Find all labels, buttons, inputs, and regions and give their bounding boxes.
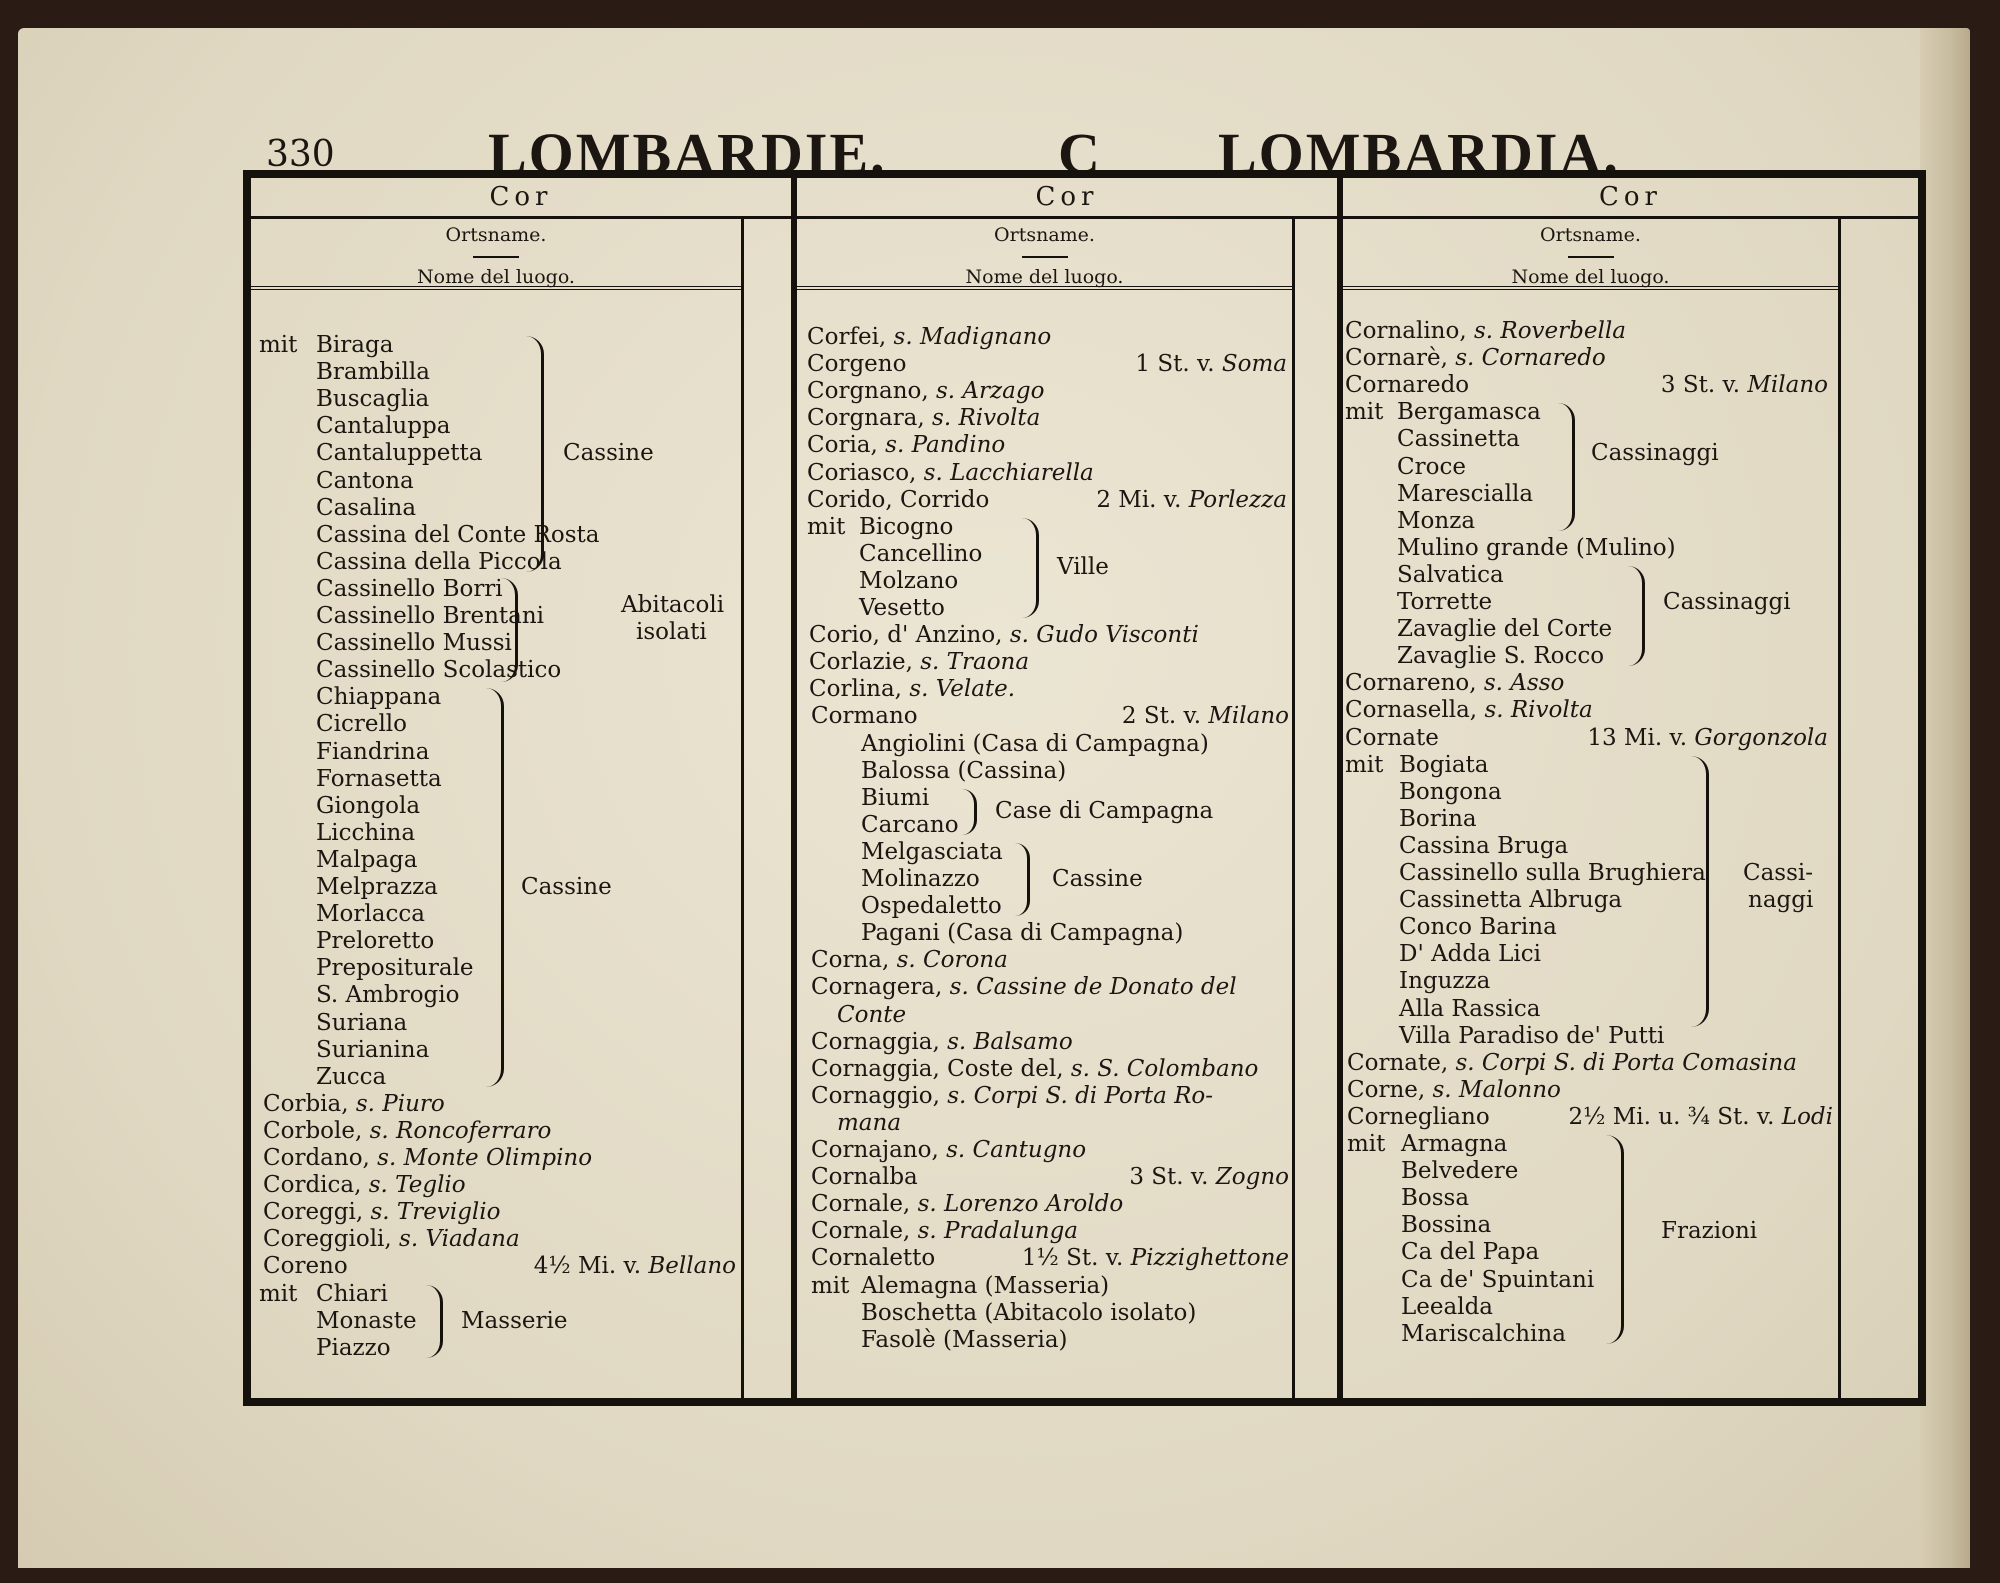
parish-ref: s. Balsamo: [947, 1028, 1073, 1055]
entry-row: [837, 1002, 906, 1029]
mit-label: mit: [1347, 1131, 1386, 1157]
sub-place: Cantaluppa: [316, 413, 451, 440]
entry-row: [811, 1245, 935, 1272]
parish-ref: s. Traona: [920, 649, 1030, 676]
parish-ref: s. Asso: [1483, 670, 1565, 697]
distance-place: Lodi: [1781, 1103, 1833, 1130]
sub-place: S. Ambrogio: [316, 982, 460, 1009]
subhead-italian: Nome del luogo.: [965, 266, 1124, 288]
sub-place: Fornasetta: [316, 765, 442, 792]
distance-note: [1661, 372, 1828, 398]
group-label: Cassine: [521, 874, 612, 900]
sub-place: Croce: [1397, 453, 1466, 480]
sub-place: Fasolè (Masseria): [861, 1326, 1068, 1353]
place-name: Corgeno: [807, 351, 907, 378]
entry-row: [1347, 1077, 1561, 1104]
distance-note: [1568, 1104, 1833, 1130]
sub-place: Marescialla: [1397, 480, 1534, 507]
sub-place: Angiolini (Casa di Campagna): [861, 730, 1209, 757]
parish-ref: mana: [837, 1109, 902, 1136]
distance-place: Soma: [1221, 351, 1287, 378]
parish-ref: s. Lorenzo Aroldo: [917, 1191, 1124, 1218]
sub-place: Bossa: [1401, 1185, 1470, 1212]
brace-bracket: [501, 578, 518, 682]
subhead-rule: [473, 256, 519, 258]
place-name: Coria,: [807, 432, 886, 459]
brace-bracket: [426, 1285, 443, 1358]
sub-place: Biraga: [316, 332, 394, 358]
book-page: [18, 28, 1970, 1568]
place-name: Cornaggio,: [811, 1082, 948, 1109]
brace-bracket: [521, 336, 544, 572]
group-label: Cassinaggi: [1591, 439, 1719, 466]
place-name: Corlina,: [809, 676, 910, 703]
entry-row: [807, 432, 1005, 459]
place-name: Corbia,: [263, 1090, 356, 1117]
distance: 1 St. v.: [1135, 351, 1222, 378]
entry-row: [807, 351, 906, 378]
sub-place: Cassinello Mussi: [316, 630, 512, 657]
distance-note: [1129, 1164, 1289, 1190]
sub-place: Carcano: [861, 811, 959, 838]
place-name: Cornarè,: [1345, 345, 1456, 372]
place-name: Corna,: [811, 947, 897, 974]
entry-row: [1345, 318, 1626, 345]
sub-place: Monaste: [316, 1307, 417, 1334]
distance-note: [1022, 1245, 1289, 1271]
sub-place: Boschetta (Abitacolo isolato): [861, 1299, 1197, 1326]
entry-row: [811, 1218, 1078, 1245]
distance-place: Pizzighettone: [1130, 1245, 1289, 1272]
entry-row: [1345, 345, 1606, 372]
subhead-german: Ortsname.: [445, 224, 547, 246]
sub-place: Salvatica: [1397, 561, 1504, 588]
place-name: Corne,: [1347, 1076, 1433, 1103]
distance: 2 Mi. v.: [1096, 486, 1189, 513]
entry-row: [1345, 697, 1593, 724]
parish-ref: s. Treviglio: [370, 1199, 501, 1226]
parish-ref: s. Arzago: [935, 378, 1045, 405]
parish-ref: s. Pradalunga: [917, 1218, 1079, 1245]
distance-note: [1096, 487, 1287, 513]
group-label: Cassine: [563, 440, 654, 467]
sub-place: Zucca: [316, 1063, 387, 1090]
entry-row: [809, 622, 1199, 649]
mit-label: mit: [811, 1272, 850, 1299]
sub-place: Surianina: [316, 1036, 430, 1063]
place-name: Corgnano,: [807, 378, 936, 405]
mit-label: mit: [1345, 399, 1384, 426]
column-2: [797, 178, 1343, 1398]
sub-place: Melprazza: [316, 874, 438, 900]
parish-ref: s. Corpi S. di Porta Comasina: [1455, 1049, 1797, 1076]
sub-place: Zavaglie S. Rocco: [1397, 643, 1605, 670]
sub-place: Alemagna (Masseria): [861, 1272, 1110, 1299]
distance: 3 St. v.: [1660, 372, 1748, 399]
distance-note: [1135, 351, 1287, 377]
entry-row: [1345, 670, 1564, 697]
sub-place: Zavaglie del Corte: [1397, 616, 1613, 643]
entry-row: [263, 1226, 520, 1253]
entry-row: [263, 1091, 445, 1118]
distance: 1½ St. v.: [1021, 1245, 1131, 1272]
sub-place: Prepositurale: [316, 955, 474, 982]
sub-place: Preloretto: [316, 928, 435, 955]
entry-row: [811, 1029, 1073, 1056]
group-label: Frazioni: [1661, 1217, 1758, 1244]
brace-bracket: [1022, 518, 1039, 618]
parish-ref: s. Roncoferraro: [369, 1117, 552, 1144]
place-name: Cornareno,: [1345, 670, 1484, 697]
distance-place: Bellano: [648, 1253, 736, 1280]
column-head: Cor: [1343, 178, 1918, 219]
distance-place: Gorgonzola: [1694, 724, 1828, 751]
parish-ref: s. Rivolta: [1484, 697, 1593, 724]
entry-row: [809, 676, 1015, 703]
entry-row: [807, 460, 1094, 487]
parish-ref: s. Lacchiarella: [923, 459, 1094, 486]
sub-place: Piazzo: [316, 1334, 391, 1361]
sub-place: Ca de' Spuintani: [1401, 1266, 1595, 1293]
page-number: 330: [266, 134, 335, 175]
parish-ref: s. Cassine de Donato del: [949, 974, 1237, 1001]
place-name: Coreggi,: [263, 1199, 371, 1226]
entry-row: [811, 1191, 1123, 1218]
sub-place: Ca del Papa: [1401, 1239, 1540, 1266]
place-name: Corbole,: [263, 1117, 370, 1144]
place-name: Cordano,: [263, 1145, 378, 1171]
entry-row: [1347, 1050, 1797, 1077]
place-name: Cornegliano: [1347, 1103, 1490, 1130]
column-divider: [1838, 216, 1841, 1398]
entry-row: [837, 1110, 901, 1137]
distance: 2 St. v.: [1121, 703, 1209, 730]
sub-place: Balossa (Cassina): [861, 757, 1067, 784]
parish-ref: s. Teglio: [368, 1172, 466, 1199]
parish-ref: s. Gudo Visconti: [1009, 622, 1199, 649]
entry-row: [263, 1199, 501, 1226]
sub-place: Suriana: [316, 1009, 408, 1036]
sub-place: Bergamasca: [1397, 399, 1541, 426]
sub-place: Torrette: [1397, 589, 1493, 615]
sub-place: Monza: [1397, 507, 1476, 534]
sub-place: Cassinello sulla Brughiera: [1399, 860, 1706, 886]
distance-place: Porlezza: [1188, 486, 1287, 513]
distance: 4½ Mi. v.: [533, 1253, 649, 1280]
sub-place: Villa Paradiso de' Putti: [1399, 1022, 1665, 1049]
entry-row: [1345, 372, 1469, 399]
sub-place: Mulino grande (Mulino): [1397, 534, 1676, 561]
sub-place: Licchina: [316, 819, 416, 846]
entry-row: [807, 405, 1040, 432]
place-name: Corfei,: [807, 324, 894, 350]
brace-bracket: [1605, 1135, 1624, 1344]
column-subhead: [251, 216, 741, 290]
parish-ref: s. Madignano: [893, 324, 1052, 350]
place-name: Cornaletto: [811, 1245, 936, 1272]
place-name: Corgnara,: [807, 405, 933, 432]
parish-ref: s. Corona: [896, 947, 1008, 974]
distance: 13 Mi. v.: [1587, 724, 1695, 751]
subhead-italian: Nome del luogo.: [1511, 266, 1670, 288]
sub-place: Cassinetta: [1397, 426, 1520, 453]
entry-row: [807, 378, 1044, 405]
sub-place: Bicogno: [859, 513, 954, 540]
entry-row: [263, 1172, 466, 1199]
mit-label: mit: [259, 332, 298, 358]
column-divider: [741, 216, 744, 1398]
column-head: Cor: [797, 178, 1337, 219]
column-3: [1343, 178, 1918, 1398]
distance-place: Milano: [1208, 703, 1289, 730]
distance-note: [1122, 703, 1289, 729]
sub-place: Armagna: [1401, 1131, 1508, 1157]
sub-place: Cantaluppetta: [316, 440, 483, 467]
sub-place: Borina: [1399, 805, 1477, 832]
place-name: Cornasella,: [1345, 697, 1485, 724]
place-name: Cornale,: [811, 1191, 918, 1218]
group-label: Cassi-: [1743, 860, 1814, 886]
place-name: Coreggioli,: [263, 1226, 400, 1253]
entry-row: [811, 974, 1237, 1001]
column-subhead: [797, 216, 1292, 290]
distance-note: [1587, 725, 1828, 751]
sub-place: Conco Barina: [1399, 914, 1557, 941]
sub-place: Pagani (Casa di Campagna): [861, 920, 1184, 947]
entry-row: [811, 1164, 918, 1191]
distance-note: [534, 1253, 736, 1279]
place-name: Coriasco,: [807, 459, 924, 486]
sub-place: Chiari: [316, 1280, 388, 1307]
place-name: Cornaggia, Coste del,: [811, 1055, 1071, 1082]
column-1: [251, 178, 797, 1398]
sub-place: Cancellino: [859, 540, 983, 567]
distance-place: Zogno: [1215, 1164, 1289, 1191]
entry-row: [807, 487, 989, 514]
sub-place: Morlacca: [316, 901, 425, 928]
sub-place: Ospedaletto: [861, 893, 1002, 920]
parish-ref: s. Roverbella: [1473, 318, 1626, 344]
brace-bracket: [1015, 843, 1030, 916]
sub-place: Cassinello Borri: [316, 575, 503, 602]
group-label: Masserie: [461, 1307, 568, 1334]
sub-place: Inguzza: [1399, 968, 1491, 995]
sub-place: Fiandrina: [316, 738, 430, 765]
sub-place: Cassina Bruga: [1399, 832, 1569, 859]
entry-row: [811, 1137, 1086, 1164]
entry-row: [807, 324, 1051, 351]
sub-place: Alla Rassica: [1399, 995, 1541, 1022]
column-head: Cor: [251, 178, 791, 219]
place-name: Cornalino,: [1345, 318, 1474, 344]
table-frame: [243, 170, 1926, 1406]
group-label: Case di Campagna: [995, 798, 1214, 825]
parish-ref: s. Piuro: [355, 1090, 445, 1117]
sub-place: D' Adda Lici: [1399, 941, 1542, 968]
brace-bracket: [1688, 756, 1709, 1027]
place-name: Corio, d' Anzino,: [809, 622, 1010, 649]
brace-bracket: [1558, 403, 1575, 531]
title-german: LOMBARDIE.: [488, 121, 887, 186]
place-name: Cornale,: [811, 1218, 918, 1245]
sub-place: Cassinello Scolastico: [316, 657, 562, 684]
mit-label: mit: [1345, 751, 1384, 778]
sub-place: Biumi: [861, 784, 930, 811]
sub-place: Bogiata: [1399, 751, 1489, 778]
subhead-german: Ortsname.: [1540, 224, 1641, 246]
book-spine: [1920, 28, 1970, 1568]
sub-place: Chiappana: [316, 684, 442, 711]
subhead-italian: Nome del luogo.: [417, 266, 575, 288]
sub-place: Cicrello: [316, 711, 408, 738]
group-label: Cassinaggi: [1663, 589, 1791, 615]
distance: 3 St. v.: [1129, 1164, 1216, 1191]
place-name: Cornagera,: [811, 974, 950, 1001]
parish-ref: s. Cantugno: [946, 1137, 1087, 1163]
sub-place: Cassinetta Albruga: [1399, 887, 1623, 914]
sub-place: Brambilla: [316, 359, 430, 386]
sub-place: Cassina del Conte Rosta: [316, 521, 600, 548]
group-label: naggi: [1748, 887, 1814, 914]
section-letter: C: [1058, 121, 1102, 186]
place-name: Cornaggia,: [811, 1028, 948, 1055]
entry-row: [809, 649, 1029, 676]
sub-place: Melgasciata: [861, 838, 1003, 865]
sub-place: Giongola: [316, 792, 421, 819]
sub-place: Casalina: [316, 494, 417, 521]
sub-place: Cantona: [316, 467, 414, 494]
place-name: Cormano: [811, 703, 918, 730]
entry-row: [263, 1118, 551, 1145]
subhead-rule: [1022, 256, 1068, 258]
entry-row: [811, 1056, 1258, 1083]
parish-ref: s. Malonno: [1432, 1076, 1561, 1103]
parish-ref: s. Viadana: [399, 1226, 520, 1253]
entry-row: [263, 1145, 592, 1172]
place-name: Corlazie,: [809, 649, 921, 676]
group-label: isolati: [636, 619, 707, 646]
brace-bracket: [962, 789, 977, 835]
sub-place: Mariscalchina: [1401, 1320, 1566, 1347]
sub-place: Vesetto: [859, 595, 945, 621]
sub-place: Molinazzo: [861, 866, 980, 892]
place-name: Cornate,: [1347, 1049, 1456, 1076]
place-name: Cornalba: [811, 1164, 918, 1191]
column-subhead: [1343, 216, 1838, 290]
entry-row: [811, 947, 1008, 974]
distance-place: Milano: [1747, 372, 1828, 399]
place-name: Cornajano,: [811, 1137, 947, 1163]
entry-row: [1345, 725, 1439, 752]
title-italian: LOMBARDIA.: [1218, 121, 1620, 186]
column-divider: [1292, 216, 1295, 1398]
place-name: Corido, Corrido: [807, 486, 990, 513]
place-name: Cornaredo: [1345, 372, 1470, 399]
sub-place: Leealda: [1401, 1293, 1493, 1320]
sub-place: Bossina: [1401, 1212, 1492, 1239]
parish-ref: Conte: [837, 1001, 907, 1028]
place-name: Cornate: [1345, 724, 1439, 751]
sub-place: Malpaga: [316, 846, 418, 873]
distance: 2½ Mi. u. ¾ St. v.: [1568, 1103, 1782, 1130]
subhead-rule: [1568, 256, 1614, 258]
brace-bracket: [481, 688, 504, 1087]
mit-label: mit: [259, 1280, 298, 1307]
mit-label: mit: [807, 513, 846, 540]
group-label: Ville: [1057, 554, 1109, 581]
brace-bracket: [1628, 566, 1645, 666]
parish-ref: s. Corpi S. di Porta Ro-: [947, 1082, 1214, 1109]
parish-ref: s. Cornaredo: [1455, 345, 1606, 372]
parish-ref: s. Velate.: [909, 676, 1016, 703]
parish-ref: s. S. Colombano: [1070, 1055, 1259, 1082]
sub-place: Buscaglia: [316, 386, 430, 413]
parish-ref: s. Pandino: [885, 432, 1006, 459]
sub-place: Belvedere: [1401, 1158, 1519, 1185]
group-label: Cassine: [1052, 866, 1143, 892]
sub-place: Cassina della Piccola: [316, 548, 562, 575]
sub-place: Molzano: [859, 567, 959, 594]
sub-place: Cassinello Brentani: [316, 603, 545, 629]
parish-ref: s. Monte Olimpino: [377, 1145, 593, 1171]
parish-ref: s. Rivolta: [932, 405, 1041, 432]
sub-place: Bongona: [1399, 778, 1502, 805]
entry-row: [811, 1083, 1213, 1110]
subhead-german: Ortsname.: [994, 224, 1095, 246]
group-label: Abitacoli: [621, 592, 725, 619]
place-name: Coreno: [263, 1253, 348, 1280]
place-name: Cordica,: [263, 1172, 369, 1199]
